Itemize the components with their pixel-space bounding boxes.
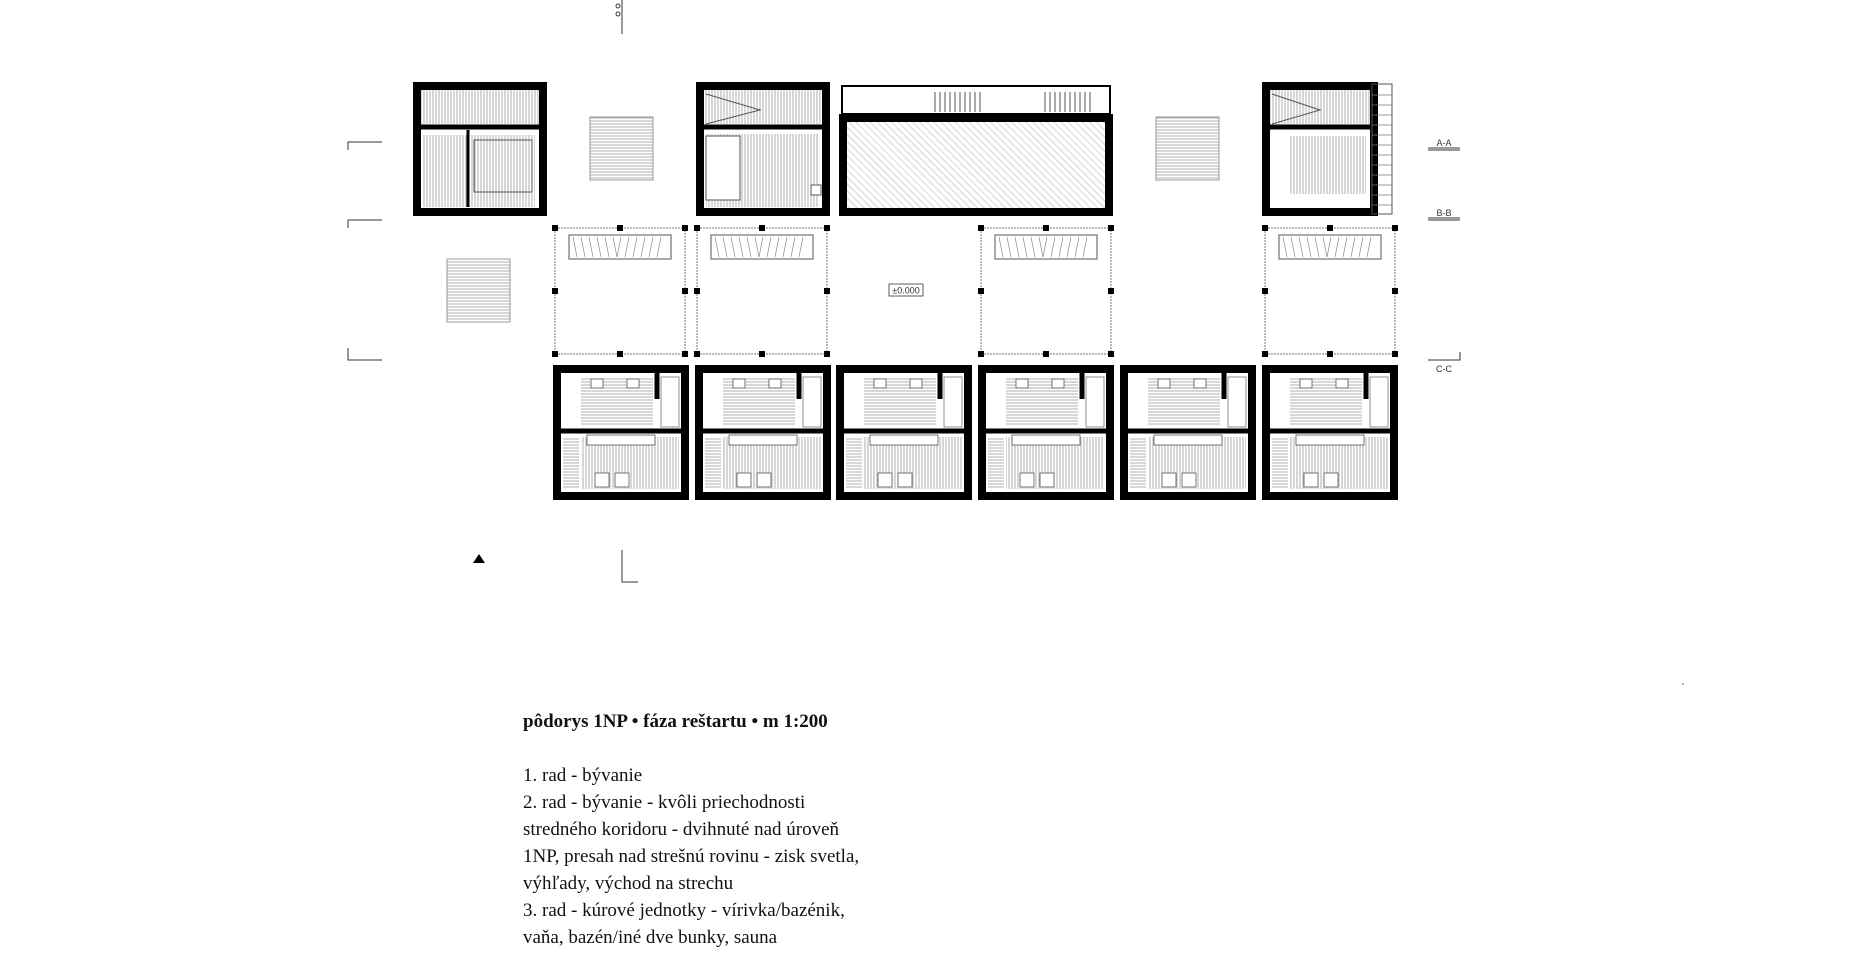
level-marker: [889, 284, 923, 296]
row1-unit-2: [700, 86, 826, 212]
row1-unit-4: [1266, 84, 1392, 214]
caption-line-1: 1. rad - bývanie: [523, 765, 643, 786]
caption-line-3: stredného koridoru - dvihnuté nad úroveň: [523, 819, 840, 840]
section-markers-left: [348, 142, 382, 360]
caption-line-2: 2. rad - bývanie - kvôli priechodnosti: [523, 792, 806, 813]
row1-deck-2: [1156, 117, 1219, 180]
section-label-c: C-C: [1436, 364, 1452, 374]
row3-unit-3: [840, 369, 968, 496]
caption-line-7: vaňa, bazén/iné dve bunky, sauna: [523, 927, 778, 948]
row2-unit-2: [694, 225, 830, 357]
row3-unit-1: [557, 369, 685, 496]
row1-unit-3: [842, 86, 1110, 212]
section-marker-bottom: [622, 550, 638, 582]
caption-title: pôdorys 1NP • fáza reštartu • m 1:200: [523, 711, 828, 732]
svg-text:±0.000: ±0.000: [892, 285, 920, 296]
row3-unit-6: [1266, 369, 1394, 496]
section-label-a: A-A: [1436, 138, 1452, 148]
section-markers-right: [1428, 148, 1460, 360]
section-marker-top: [616, 0, 622, 34]
caption-line-4: 1NP, presah nad strešnú rovinu - zisk svetla,: [523, 846, 860, 867]
north-arrow-icon: [473, 554, 485, 563]
row-2-buildings: [552, 225, 1398, 357]
section-label-b: B-B: [1436, 208, 1452, 218]
row3-unit-2: [699, 369, 827, 496]
dot-mark: [1682, 683, 1684, 685]
caption-line-5: výhľady, východ na strechu: [523, 873, 734, 894]
row2-unit-4: [1262, 225, 1398, 357]
row3-unit-4: [982, 369, 1110, 496]
row1-unit-1: [417, 86, 543, 212]
row2-deck: [447, 259, 510, 322]
row-3-buildings: [557, 369, 1394, 496]
caption-block: [523, 708, 943, 951]
row2-unit-1: [552, 225, 688, 357]
row2-unit-3: [978, 225, 1114, 357]
row1-deck-1: [590, 117, 653, 180]
row-1-buildings: [417, 84, 1392, 214]
row3-unit-5: [1124, 369, 1252, 496]
caption-line-6: 3. rad - kúrové jednotky - vírivka/bazénik,: [523, 900, 845, 921]
